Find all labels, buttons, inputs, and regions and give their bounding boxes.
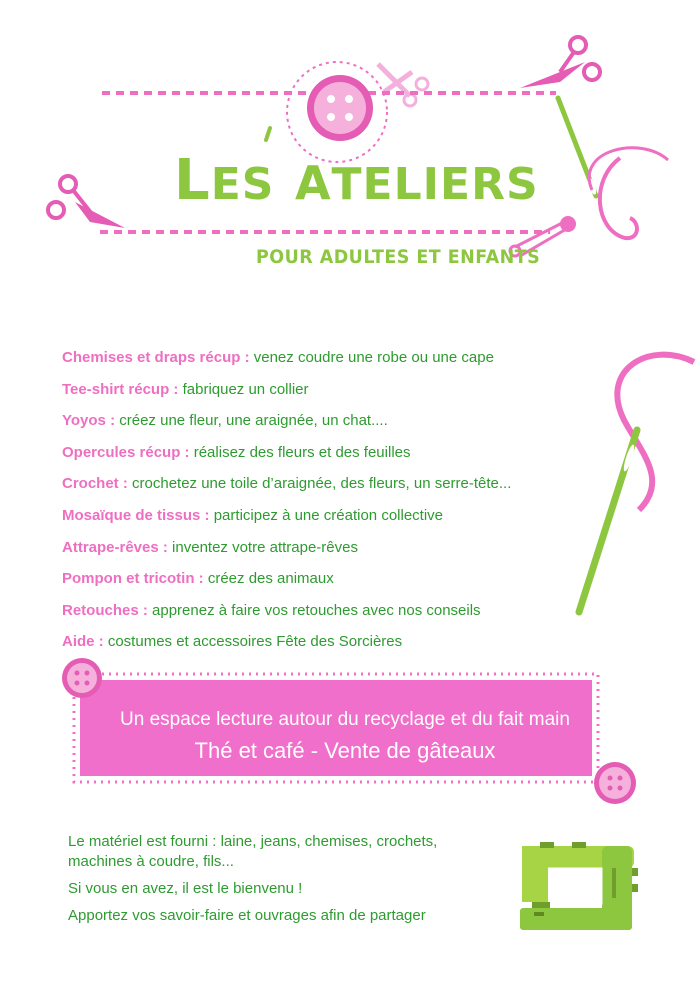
- banner-line-1: Un espace lecture autour du recyclage et du fait main: [120, 709, 570, 730]
- workshop-item: [62, 567, 602, 599]
- footer-line: Si vous en avez, il est le bienvenu !: [68, 880, 303, 897]
- workshop-list: [62, 346, 602, 662]
- title-accent-mark: [266, 128, 270, 140]
- workshop-description: créez une fleur, une araignée, un chat....: [119, 412, 388, 430]
- workshop-item: [62, 441, 602, 473]
- sewing-machine-icon: [512, 838, 642, 938]
- banner-text: [80, 705, 610, 767]
- workshop-name: Aide :: [62, 633, 104, 651]
- workshop-name: Chemises et draps récup :: [62, 349, 250, 366]
- workshop-item: [62, 472, 602, 504]
- workshop-item: [62, 599, 602, 631]
- workshop-item: [62, 409, 602, 441]
- workshop-name: Yoyos :: [62, 412, 116, 430]
- needle-icon-top: [558, 98, 668, 238]
- workshop-item: [62, 536, 602, 568]
- workshop-description: fabriquez un collier: [182, 380, 309, 398]
- workshop-description: apprenez à faire vos retouches avec nos conseils: [152, 601, 481, 619]
- footer-line: Le matériel est fourni : laine, jeans, chemises, crochets, machines à coudre, fils...: [68, 833, 438, 870]
- workshop-name: Retouches :: [62, 601, 148, 619]
- button-icon-left: [62, 658, 102, 698]
- workshop-name: Crochet :: [62, 475, 128, 493]
- workshop-item: [62, 378, 602, 410]
- button-icon: [307, 75, 373, 141]
- workshop-description: créez des animaux: [207, 570, 334, 588]
- workshop-item: [62, 346, 602, 378]
- workshop-name: Attrape-rêves :: [62, 538, 168, 556]
- workshop-description: inventez votre attrape-rêves: [172, 538, 358, 556]
- workshop-description: participez à une création collective: [213, 506, 444, 524]
- workshop-name: Pompon et tricotin :: [62, 570, 204, 588]
- workshop-name: Opercules récup :: [62, 443, 190, 461]
- workshop-description: réalisez des fleurs et des feuilles: [193, 443, 411, 461]
- banner-line-2: Thé et café - Vente de gâteaux: [194, 738, 496, 763]
- workshop-name: Tee-shirt récup :: [62, 380, 179, 398]
- scissors-icon-left: [48, 176, 125, 228]
- button-icon-right: [594, 762, 636, 804]
- footer-line: Apportez vos savoir-faire et ouvrages afin de partager: [68, 907, 426, 924]
- footer-notes: [68, 832, 508, 933]
- thread-loop: [617, 355, 694, 510]
- page-subtitle: POUR ADULTES ET ENFANTS: [256, 246, 541, 268]
- workshop-description: crochetez une toile d’araignée, des fleurs, un serre-tête...: [132, 475, 512, 493]
- workshop-description: costumes et accessoires Fête des Sorcières: [107, 633, 403, 651]
- workshop-name: Mosaïque de tissus :: [62, 506, 210, 524]
- page-title: LES ATELIERS: [174, 148, 539, 213]
- scissors-icon-top-right: [520, 37, 600, 88]
- workshop-description: venez coudre une robe ou une cape: [253, 349, 494, 366]
- workshop-item: [62, 504, 602, 536]
